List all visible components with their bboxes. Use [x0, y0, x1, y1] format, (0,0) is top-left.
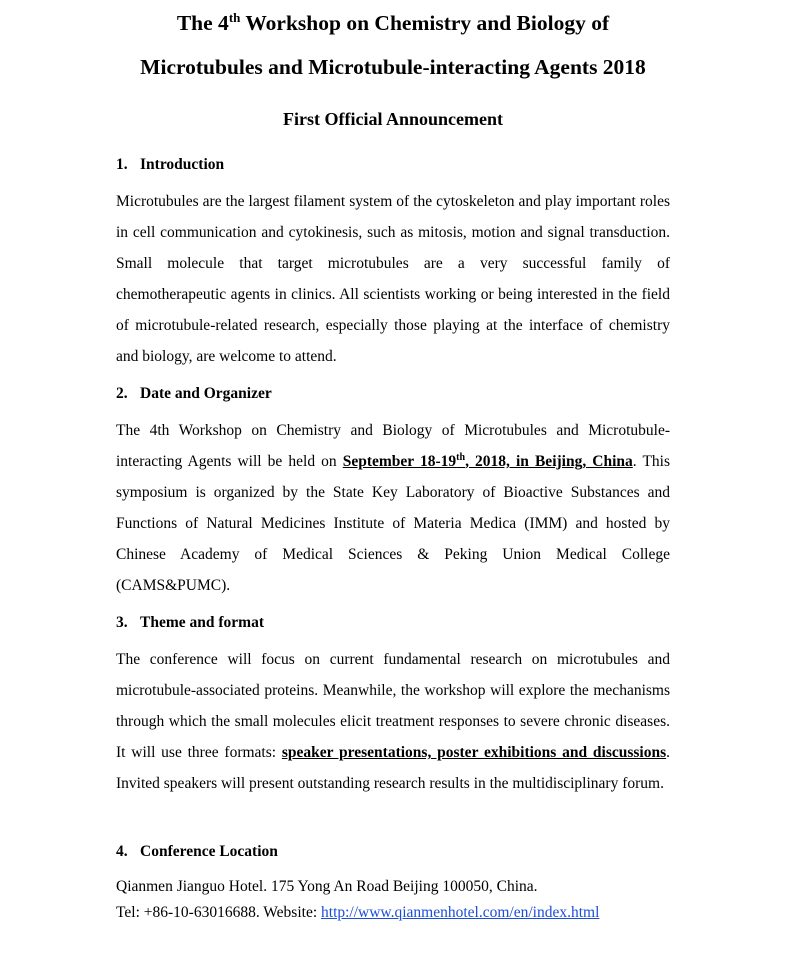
paragraph-text: . This symposium is organized by the State Key Laboratory of Bioactive Substances and Functions of Natural Medicines Institute of Materia Medica (IMM) and hosted by Chinese Academy of Medical Sciences & Peking Union Medical College (CAMS&PUMC). [116, 453, 671, 594]
section-heading-text: Theme and format [140, 614, 264, 631]
section-number: 1. [116, 156, 128, 173]
date-organizer-paragraph [116, 415, 670, 601]
paragraph-text: . Invited speakers will present outstanding research results in the multidisciplinary forum. [116, 744, 671, 792]
section-heading-text: Conference Location [140, 843, 278, 860]
event-date-text: September 18-19 [342, 453, 457, 470]
section-heading-theme-format [116, 613, 264, 633]
formats-highlight: speaker presentations, poster exhibitions and discussions [281, 744, 667, 761]
section-heading-introduction [116, 155, 224, 175]
contact-text: Tel: +86-10-63016688. Website: [116, 904, 322, 921]
hotel-website-link[interactable]: http://www.qianmenhotel.com/en/index.html [321, 904, 600, 921]
paragraph-text: The 4th Workshop on Chemistry and Biology of Microtubules and Microtubule-interacting Agents will be held on [116, 422, 670, 470]
event-date-highlight [343, 453, 633, 470]
document-title-line-1 [0, 8, 786, 38]
section-number: 2. [116, 385, 128, 402]
title-superscript: th [228, 10, 241, 25]
section-heading-date-organizer [116, 384, 272, 404]
section-heading-conference-location [116, 842, 278, 862]
introduction-paragraph: Microtubules are the largest filament system of the cytoskeleton and play important roles in cell communication and cytokinesis, such as mitosis, motion and signal transduction. Small molecule that target microtubules are a very successful family of chemotherapeutic agents in clinics. All scientists working or being interested in the field of microtubule-related research, especially those playing at the interface of chemistry and biology, are welcome to attend. [116, 193, 670, 365]
announcement-subtitle: First Official Announcement [283, 109, 503, 129]
event-date-superscript: th [456, 452, 466, 463]
title-text: The 4 [176, 11, 229, 35]
event-date-text: , 2018, in Beijing, China [465, 453, 633, 470]
paragraph-text: The conference will focus on current fundamental research on microtubules and microtubule-associated proteins. Meanwhile, the workshop will explore the mechanisms through which the small molecules elicit treatment responses to severe chronic diseases. It will use three formats: [116, 651, 670, 761]
section-heading-text: Date and Organizer [140, 385, 272, 402]
section-number: 4. [116, 843, 128, 860]
section-heading-text: Introduction [140, 156, 225, 173]
hotel-contact [116, 903, 599, 923]
hotel-address: Qianmen Jianguo Hotel. 175 Yong An Road Beijing 100050, China. [116, 878, 538, 895]
section-number: 3. [116, 614, 128, 631]
theme-format-paragraph [116, 644, 670, 799]
title-text: Workshop on Chemistry and Biology of [240, 11, 610, 35]
document-title-line-2: Microtubules and Microtubule-interacting Agents 2018 [140, 55, 646, 79]
